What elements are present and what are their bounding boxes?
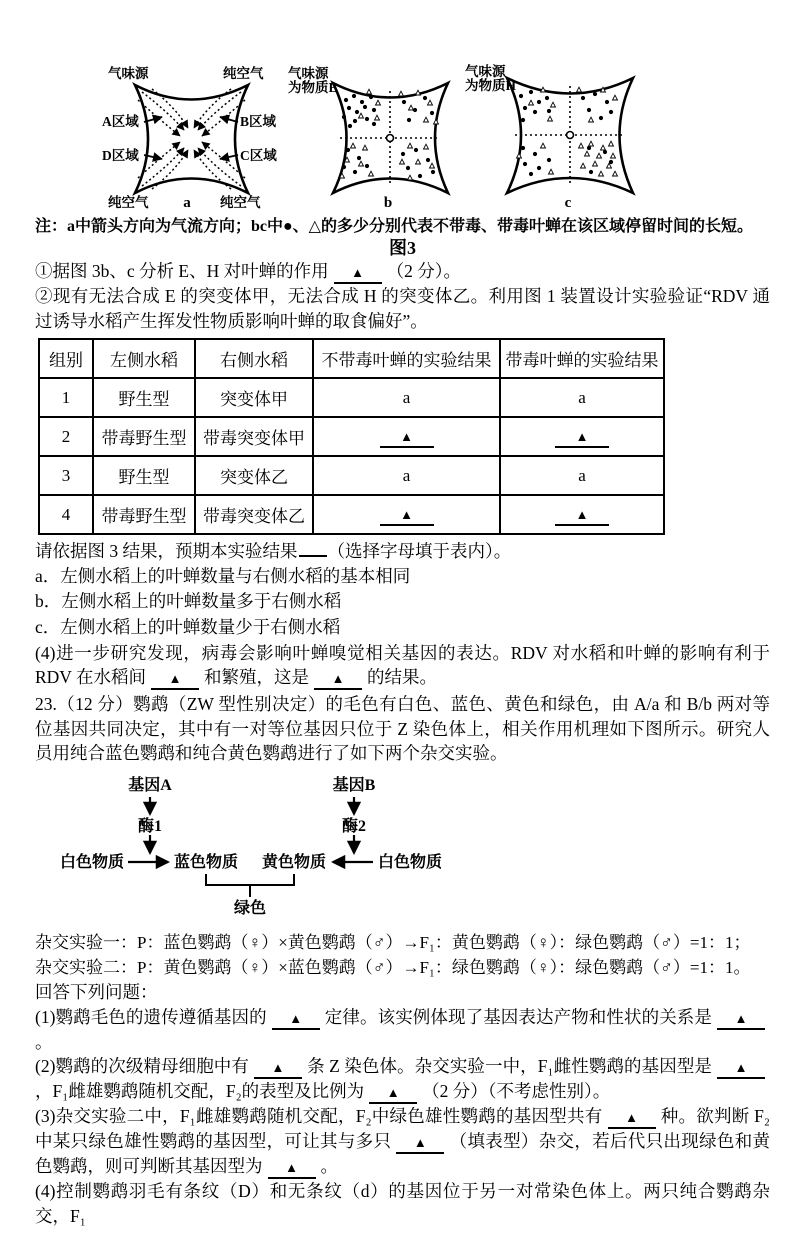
figure3-diagram-c [455, 52, 655, 212]
table-row [39, 495, 664, 534]
q23-cross-experiment-2: 杂交实验二：P：黄色鹦鹉（♀）×蓝色鹦鹉（♂）→F₁：绿色鹦鹉（♀）：绿色鹦鹉（♂）=1：1。 [35, 957, 751, 977]
answer-blank: ▲ [717, 1012, 765, 1030]
cell-group: 1 [39, 378, 93, 417]
cell-left-rice: 野生型 [93, 456, 195, 495]
pathway-arrows [128, 797, 373, 862]
col-header-group: 组别 [39, 339, 93, 378]
q23-item1-text2: 定律。该实例体现了基因表达产物和性状的关系是 [324, 1006, 712, 1027]
q22-option-c: c．左侧水稻上的叶蝉数量少于右侧水稻 [35, 616, 341, 637]
table-row [39, 378, 664, 417]
q23-item2-text2: 条 Z 染色体。杂交实验一中，F₁雌性鹦鹉的基因型是 [306, 1056, 712, 1077]
experiment-table [38, 338, 665, 535]
label-gene-a: 基因A [128, 776, 172, 794]
q23-item2-text3: ，F₁雌雄鹦鹉随机交配，F₂的表型及比例为 [35, 1081, 365, 1102]
label-blue-substance: 蓝色物质 [173, 853, 239, 871]
q23-item2-text: (2)鹦鹉的次级精母细胞中有 [35, 1056, 249, 1077]
cell-group: 2 [39, 417, 93, 456]
col-header-viruliferous-result: 带毒叶蝉的实验结果 [500, 339, 664, 378]
label-enzyme-1: 酶1 [137, 817, 163, 835]
answer-blank: ▲ [608, 1111, 656, 1129]
release-point [567, 132, 574, 139]
q23-item2 [35, 1054, 770, 1104]
table-row [39, 456, 664, 495]
q23-cross-experiment-1: 杂交实验一：P：蓝色鹦鹉（♀）×黄色鹦鹉（♂）→F₁：黄色鹦鹉（♀）：绿色鹦鹉（♂）=1：1； [35, 932, 751, 952]
q22-item1-text: ①据图 3b、c 分析 E、H 对叶蝉的作用 [35, 261, 329, 281]
answer-blank: ▲ [396, 1136, 444, 1154]
q23-item1-text: (1)鹦鹉毛色的遗传遵循基因的 [35, 1006, 267, 1027]
q23-item3-text2: 种。欲判断 F₂中某只绿色雄性鹦鹉的基因型，可让其与多只 [35, 1106, 770, 1152]
cell-group: 3 [39, 456, 93, 495]
table-answer-blank: ▲ [380, 430, 434, 448]
answer-blank: ▲ [254, 1061, 302, 1079]
q22-option-a: a．左侧水稻上的叶蝉数量与右侧水稻的基本相同 [35, 565, 411, 586]
answer-blank: ▲ [717, 1061, 765, 1079]
figure3-caption: 图3 [389, 238, 416, 258]
label-pure-air-bl: 纯空气 [108, 195, 149, 210]
label-region-d: D区域 [102, 148, 139, 163]
q22-item4-text2: 和繁殖，这是 [204, 667, 310, 688]
label-white-substance-right: 白色物质 [377, 853, 443, 871]
table-row [39, 417, 664, 456]
col-header-left-rice: 左侧水稻 [93, 339, 195, 378]
label-pure-air-tr: 纯空气 [223, 66, 264, 81]
q23-item3-text: (3)杂交实验二中，F₁雌雄鹦鹉随机交配，F₂中绿色雄性鹦鹉的基因型共有 [35, 1106, 603, 1127]
q23-item3-text3: （填表型）杂交，若后代只出现绿色和黄色鹦鹉，则可判断其基因型为 [35, 1131, 771, 1177]
answer-blank: ▲ [151, 672, 199, 690]
label-substance-e: 为物质E [288, 80, 338, 95]
cell-result [313, 417, 500, 456]
figure3-diagram-a [86, 52, 298, 212]
cell-left-rice: 野生型 [93, 378, 195, 417]
q22-item2: ②现有无法合成 E 的突变体甲，无法合成 H 的突变体乙。利用图 1 装置设计实验验证“RDV 通过诱导水稻产生挥发性物质影响叶蝉的取食偏好”。 [35, 286, 770, 331]
diagram-a-caption: a [183, 195, 191, 211]
label-odor-source: 气味源 [288, 66, 329, 81]
q23-answer-prompt: 回答下列问题： [35, 981, 158, 1002]
figure3-note: 注：a中箭头方向为气流方向；bc中●、△的多少分别代表不带毒、带毒叶蝉在该区域停留时间的长短。 [35, 218, 753, 235]
nonviruliferous-dots [519, 90, 613, 176]
cell-result: a [313, 456, 500, 495]
table-answer-blank: ▲ [555, 430, 609, 448]
label-green-color: 绿色 [233, 899, 267, 917]
viruliferous-triangles [517, 87, 618, 176]
table-answer-blank: ▲ [380, 508, 434, 526]
label-region-a: A区域 [102, 114, 139, 129]
q23-item4: (4)控制鹦鹉羽毛有条纹（D）和无条纹（d）的基因位于另一对常染色体上。两只纯合鹦鹉杂交，F₁ [35, 1181, 770, 1226]
cell-result [500, 417, 664, 456]
label-enzyme-2: 酶2 [341, 817, 367, 835]
label-yellow-substance: 黄色物质 [261, 853, 327, 871]
q22-item4 [35, 641, 770, 691]
cell-left-rice: 带毒野生型 [93, 495, 195, 534]
cell-result: a [500, 378, 664, 417]
cell-result: a [500, 456, 664, 495]
label-white-substance-left: 白色物质 [59, 853, 125, 871]
q23-item3-text4: 。 [320, 1156, 338, 1177]
q22-predict-text2: （选择字母填于表内）。 [327, 541, 512, 562]
figure3-diagram-b [283, 52, 463, 212]
q23-item1 [35, 1005, 770, 1055]
diagram-c-caption: c [564, 195, 572, 211]
q22-item1-text2: （2 分）。 [386, 261, 461, 281]
answer-blank: ▲ [314, 672, 362, 690]
label-substance-h: 为物质H [465, 78, 517, 93]
q23-intro: 23.（12 分）鹦鹉（ZW 型性别决定）的毛色有白色、蓝色、黄色和绿色，由 A/a 和 B/b 两对等位基因共同决定，其中有一对等位基因只位于 Z 染色体上，相关作用机理如下图所示。研究人员用纯合蓝色鹦鹉和纯合黄色鹦鹉进行了如下两个杂交实验。 [35, 694, 770, 764]
label-gene-b: 基因B [332, 776, 376, 794]
table-header-row [39, 339, 664, 378]
q22-predict [35, 539, 770, 564]
answer-blank: ▲ [272, 1012, 320, 1030]
diagram-b-caption: b [383, 195, 393, 211]
q23-item1-text3: 。 [35, 1031, 53, 1052]
cell-right-rice: 带毒突变体乙 [195, 495, 313, 534]
label-odor-source: 气味源 [108, 66, 149, 81]
region-b-pointer [220, 117, 238, 122]
cell-left-rice: 带毒野生型 [93, 417, 195, 456]
cell-right-rice: 突变体乙 [195, 456, 313, 495]
airflow-arrows [138, 89, 245, 189]
q22-item1 [35, 259, 770, 284]
answer-blank-empty [299, 539, 327, 557]
q23-item2-text4: （2 分）（不考虑性别）。 [422, 1081, 611, 1102]
answer-blank: ▲ [369, 1086, 417, 1104]
q22-item4-text3: 的结果。 [367, 667, 438, 688]
label-region-c: C区域 [240, 148, 277, 163]
col-header-right-rice: 右侧水稻 [195, 339, 313, 378]
cell-right-rice: 突变体甲 [195, 378, 313, 417]
col-header-nonviruliferous-result: 不带毒叶蝉的实验结果 [313, 339, 500, 378]
release-point [387, 135, 394, 142]
table-answer-blank: ▲ [555, 508, 609, 526]
q23-gene-pathway-diagram [35, 774, 485, 924]
label-region-b: B区域 [240, 114, 277, 129]
q22-predict-text: 请依据图 3 结果，预期本实验结果 [35, 541, 298, 562]
answer-blank: ▲ [268, 1161, 316, 1179]
cell-group: 4 [39, 495, 93, 534]
q22-item4-text: (4)进一步研究发现，病毒会影响叶蝉嗅觉相关基因的表达。RDV 对水稻和叶蝉的影响有利于 RDV 在水稻间 [35, 642, 770, 688]
label-pure-air-br: 纯空气 [220, 195, 261, 210]
figure3 [0, 0, 800, 212]
label-odor-source: 气味源 [465, 64, 506, 79]
cell-right-rice: 带毒突变体甲 [195, 417, 313, 456]
cell-result [313, 495, 500, 534]
q23-item3 [35, 1104, 770, 1179]
q22-option-b: b．左侧水稻上的叶蝉数量多于右侧水稻 [35, 591, 342, 612]
answer-blank: ▲ [334, 266, 382, 284]
cell-result: a [313, 378, 500, 417]
combine-bracket [206, 874, 294, 897]
cell-result [500, 495, 664, 534]
star-chamber-outline [135, 85, 248, 193]
